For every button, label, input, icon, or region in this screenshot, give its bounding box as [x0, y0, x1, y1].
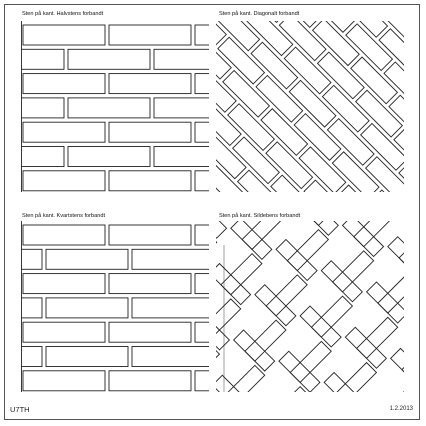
- brick: [234, 330, 275, 371]
- brick: [195, 171, 209, 191]
- brick: [154, 98, 209, 118]
- brick: [389, 95, 404, 142]
- brick: [374, 21, 404, 42]
- brick: [297, 221, 338, 235]
- brick: [276, 240, 317, 281]
- brick: [216, 309, 229, 350]
- brick: [132, 347, 209, 367]
- brick: [287, 230, 328, 271]
- brick: [381, 384, 404, 392]
- brick: [216, 375, 253, 392]
- brick: [132, 298, 209, 318]
- brick: [195, 225, 209, 245]
- brick: [23, 25, 105, 45]
- brick: [21, 147, 64, 167]
- brick: [109, 274, 191, 294]
- brick: [216, 160, 218, 192]
- brick: [216, 165, 251, 192]
- brick: [109, 171, 191, 191]
- panel-title-sildebens: Sten på kant. Sildebens forbandt: [219, 213, 301, 219]
- brick: [269, 387, 310, 392]
- brick: [394, 128, 404, 175]
- brick: [391, 348, 404, 389]
- brick: [246, 21, 293, 56]
- brick: [109, 74, 191, 94]
- brick: [195, 274, 209, 294]
- brick: [46, 249, 128, 269]
- brick: [68, 49, 150, 69]
- brick: [23, 122, 105, 142]
- brick: [23, 171, 105, 191]
- brick: [109, 225, 191, 245]
- brick: [132, 249, 209, 269]
- brick: [271, 175, 318, 192]
- brick: [154, 147, 209, 167]
- brick: [21, 347, 42, 367]
- half-bond-pattern: [21, 21, 209, 192]
- brick: [46, 298, 128, 318]
- brick: [335, 363, 376, 392]
- brick: [311, 296, 352, 337]
- herringbone-brick-group: [216, 221, 404, 392]
- brick: [324, 372, 365, 392]
- brick: [216, 32, 231, 79]
- brick: [23, 322, 105, 342]
- brick: [290, 341, 331, 382]
- drawing-date-label: 1.2.2013: [389, 406, 413, 412]
- brick: [216, 299, 241, 340]
- brick: [300, 306, 341, 347]
- brick: [109, 25, 191, 45]
- brick: [231, 221, 272, 259]
- brick: [154, 49, 209, 69]
- brick: [195, 122, 209, 142]
- brick: [221, 254, 262, 295]
- brick: [345, 327, 386, 368]
- brick: [109, 371, 191, 391]
- brick: [255, 285, 296, 326]
- brick: [388, 237, 404, 278]
- brick: [245, 320, 286, 361]
- brick: [21, 249, 42, 269]
- brick: [366, 157, 404, 192]
- brick: [238, 170, 285, 192]
- drawing-id-label: U7TH: [10, 405, 30, 414]
- brick: [23, 225, 105, 245]
- quarter-bond-pattern: [21, 221, 209, 392]
- brick: [195, 74, 209, 94]
- brick: [321, 261, 362, 302]
- brick: [21, 98, 64, 118]
- brick: [109, 322, 191, 342]
- brick: [21, 49, 64, 69]
- brick: [224, 365, 265, 392]
- brick: [341, 21, 388, 37]
- brick: [279, 351, 320, 392]
- brick: [266, 275, 307, 316]
- brick: [23, 274, 105, 294]
- panel-title-kvartstens: Sten på kant. Kvartstens forbandt: [22, 213, 106, 219]
- brick: [46, 347, 128, 367]
- diagonal-brick-group: [216, 21, 404, 192]
- brick: [195, 322, 209, 342]
- herringbone-bond-pattern: [216, 221, 404, 392]
- brick: [23, 371, 105, 391]
- brick: [109, 122, 191, 142]
- brick: [195, 371, 209, 391]
- brick: [195, 25, 209, 45]
- brick: [357, 317, 398, 358]
- diagonal-bond-pattern: [216, 21, 404, 192]
- brick: [21, 298, 42, 318]
- brick: [68, 147, 150, 167]
- drawing-sheet: [4, 4, 420, 420]
- brick: [402, 339, 404, 380]
- brick: [23, 74, 105, 94]
- panel-title-diagonalt: Sten på kant. Diagonalt forbandt: [219, 11, 300, 17]
- brick: [333, 251, 374, 292]
- brick: [274, 21, 321, 27]
- brick: [68, 98, 150, 118]
- brick: [216, 221, 227, 238]
- panel-title-halvstens: Sten på kant. Halvstens forbandt: [22, 11, 104, 17]
